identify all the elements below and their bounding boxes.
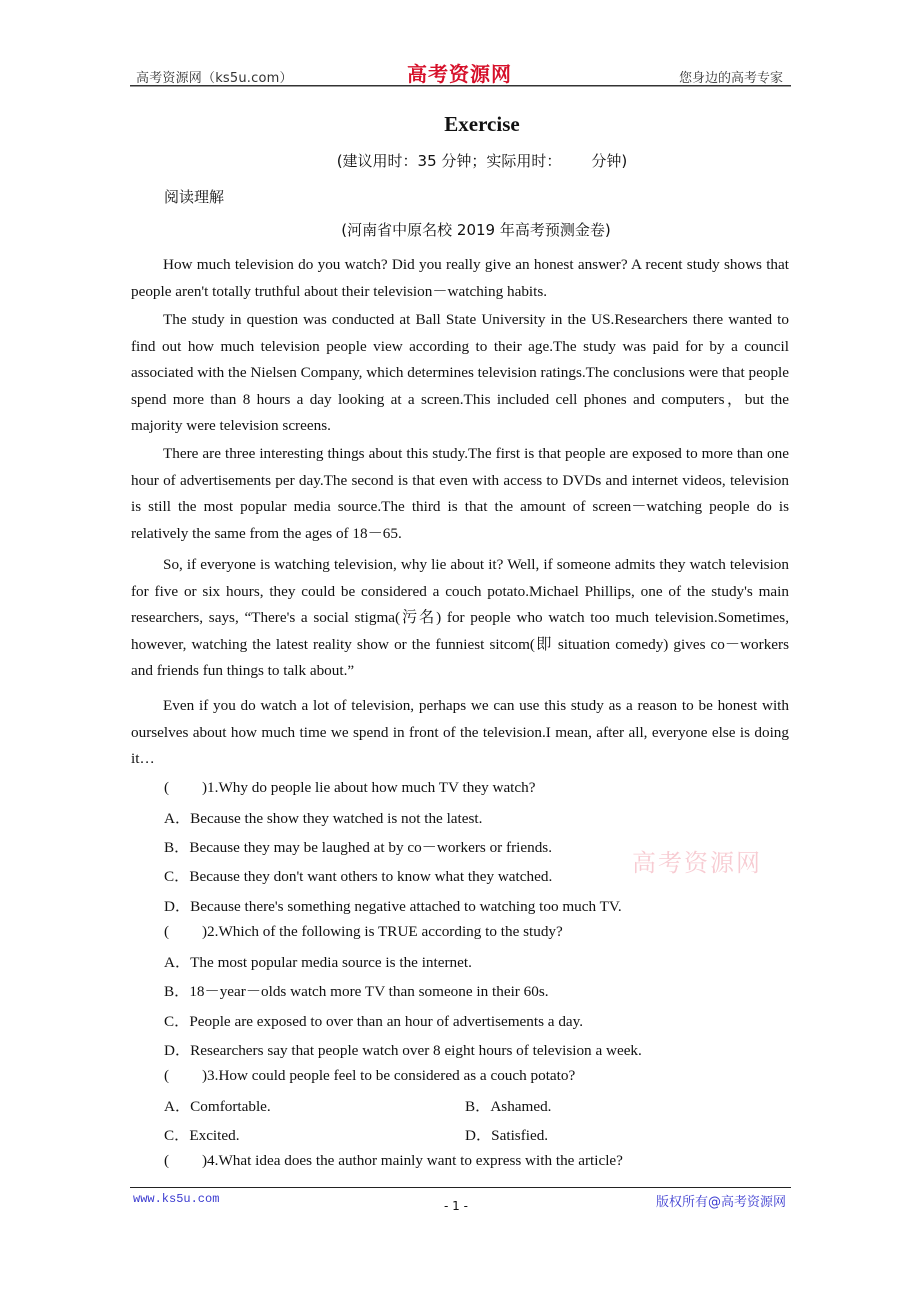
- q2-option-a: A．The most popular media source is the internet.: [164, 954, 472, 971]
- q2-option-c: C．People are exposed to over than an hour of advertisements a day.: [164, 1013, 584, 1030]
- section-label: 阅读理解: [164, 188, 225, 206]
- q3-option-d: D．Satisfied.: [465, 1127, 549, 1144]
- question-4: [164, 1152, 623, 1170]
- footer-copyright: 版权所有@高考资源网: [655, 1195, 786, 1210]
- question-2: [164, 923, 563, 941]
- q1-option-c: C．Because they don't want others to know what they watched.: [164, 868, 553, 885]
- time-suggestion-part2: 分钟): [591, 152, 628, 170]
- q3-option-a: A．Comfortable.: [164, 1098, 271, 1115]
- header-divider: [130, 85, 791, 87]
- passage-paragraph: The study in question was conducted at Ball State University in the US.Researchers there wanted to find out how much television people view according to their age.The study was paid for by a council associated with the Nielsen Company, which determines television ratings.The conclusions were that people spend more than 8 hours a day looking at a screen.This included cell phones and computers，but the majority were television screens.: [131, 311, 789, 434]
- answer-blank[interactable]: (: [164, 1152, 170, 1169]
- question-1: [164, 779, 535, 797]
- answer-blank[interactable]: (: [164, 923, 170, 940]
- q3-option-b: B．Ashamed.: [465, 1098, 552, 1115]
- answer-blank[interactable]: (: [164, 1067, 170, 1084]
- q1-option-a: A．Because the show they watched is not the latest.: [164, 810, 483, 827]
- question-stem: )3.How could people feel to be considered as a couch potato?: [202, 1067, 576, 1084]
- q1-option-b: B．Because they may be laughed at by co－workers or friends.: [164, 839, 553, 856]
- q2-option-d: D．Researchers say that people watch over 8 eight hours of television a week.: [164, 1042, 642, 1059]
- page-number: - 1 -: [444, 1199, 468, 1213]
- question-3: [164, 1067, 575, 1085]
- header-logo: 高考资源网: [407, 62, 512, 86]
- question-stem: )1.Why do people lie about how much TV they watch?: [202, 779, 536, 796]
- time-suggestion-part1: (建议用时：35 分钟；实际用时：: [336, 152, 562, 170]
- passage-paragraph: So, if everyone is watching television, why lie about it? Well, if someone admits they watch television for five or six hours, they could be considered a couch potato.Michael Phillips, one of the study's main researchers, says, “There's a social stigma(污名) for people who watch too much television.Sometimes, however, watching the latest reality show or the funniest sitcom(即 situation comedy) gives co－workers and friends fun things to talk about.”: [131, 556, 789, 679]
- footer-site-link[interactable]: www.ks5u.com: [133, 1192, 220, 1206]
- header-slogan: 您身边的高考专家: [678, 71, 783, 86]
- page-title: Exercise: [444, 112, 520, 136]
- q1-option-d: D．Because there's something negative attached to watching too much TV.: [164, 898, 622, 915]
- question-stem: )2.Which of the following is TRUE according to the study?: [202, 923, 563, 940]
- watermark: 高考资源网: [632, 849, 762, 877]
- footer-divider: [130, 1187, 791, 1188]
- time-suggestion: [0, 150, 920, 171]
- passage-paragraph: Even if you do watch a lot of television, perhaps we can use this study as a reason to be honest with ourselves about how much time we spend in front of the television.I mean, after all, everyone else is doing it…: [131, 697, 789, 767]
- question-stem: )4.What idea does the author mainly want to express with the article?: [202, 1152, 623, 1169]
- passage-source: (河南省中原名校 2019 年高考预测金卷): [341, 221, 611, 239]
- answer-blank[interactable]: (: [164, 779, 170, 796]
- q2-option-b: B．18－year－olds watch more TV than someone in their 60s.: [164, 983, 549, 1000]
- passage-paragraph: There are three interesting things about this study.The first is that people are exposed to more than one hour of advertisements per day.The second is that even with access to DVDs and internet videos, television is still the most popular media source.The third is that the amount of screen－watching people do is relatively the same from the ages of 18－65.: [131, 445, 789, 542]
- page-header: [130, 58, 791, 88]
- q3-option-c: C．Excited.: [164, 1127, 240, 1144]
- passage-paragraph: How much television do you watch? Did you really give an honest answer? A recent study shows that people aren't totally truthful about their television－watching habits.: [131, 256, 789, 300]
- header-site-name: 高考资源网（ks5u.com）: [136, 71, 293, 86]
